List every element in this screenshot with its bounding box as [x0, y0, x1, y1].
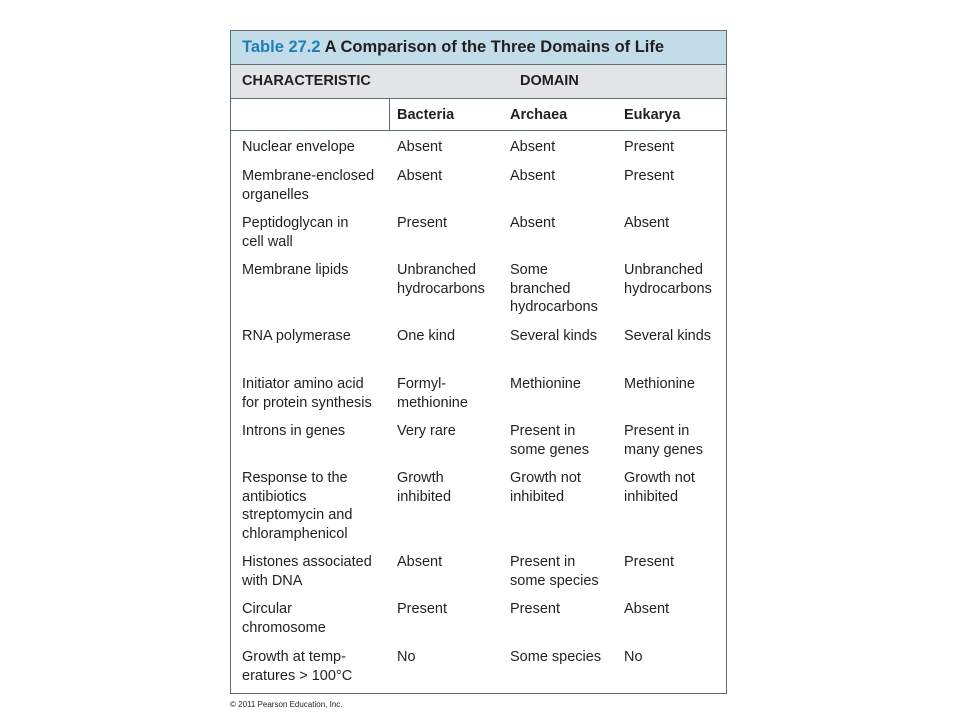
cell-line: Present in — [510, 554, 576, 570]
cell-line: hydrocarbons — [624, 280, 712, 297]
cell-characteristic — [242, 327, 351, 346]
cell-eukarya — [624, 648, 643, 667]
cell-line: Absent — [397, 554, 443, 570]
cell-line: Absent — [397, 168, 443, 184]
cell-eukarya — [624, 600, 669, 619]
cell-line: Some species — [510, 649, 602, 665]
domain-eukarya-header: Eukarya — [624, 107, 681, 123]
cell-bacteria — [397, 138, 442, 157]
cell-line: RNA polymerase — [242, 328, 351, 344]
cell-eukarya — [624, 138, 674, 157]
cell-line: Absent — [624, 215, 670, 231]
copyright-notice: © 2011 Pearson Education, Inc. — [230, 700, 343, 709]
cell-line: Unbranched — [624, 262, 703, 278]
cell-line: Membrane lipids — [242, 262, 349, 278]
cell-line: inhibited — [510, 488, 565, 505]
cell-archaea — [510, 138, 555, 157]
cell-line: Nuclear envelope — [242, 139, 355, 155]
cell-line: Very rare — [397, 423, 456, 439]
cell-archaea — [510, 648, 601, 667]
cell-line: Introns in genes — [242, 423, 346, 439]
cell-eukarya — [624, 327, 711, 346]
cell-line: Response to the — [242, 470, 348, 486]
characteristic-header: CHARACTERISTIC — [242, 73, 371, 89]
cell-eukarya — [624, 553, 674, 572]
cell-bacteria — [397, 167, 442, 186]
cell-characteristic — [242, 261, 348, 280]
cell-line: Formyl- — [397, 376, 447, 392]
cell-line: chromosome — [242, 619, 326, 636]
cell-archaea — [510, 553, 599, 590]
cell-archaea — [510, 469, 581, 506]
cell-line: Absent — [624, 601, 670, 617]
cell-line: Unbranched — [397, 262, 476, 278]
cell-archaea — [510, 167, 555, 186]
table-title-bar — [231, 31, 726, 65]
cell-line: Histones associated — [242, 554, 372, 570]
cell-line: Several kinds — [624, 328, 712, 344]
cell-bacteria — [397, 375, 468, 412]
cell-characteristic — [242, 138, 355, 157]
cell-line: Present — [397, 601, 447, 617]
cell-line: Growth not — [510, 470, 581, 486]
cell-line: Peptidoglycan in — [242, 215, 349, 231]
cell-archaea — [510, 422, 589, 459]
cell-line: No — [397, 649, 416, 665]
cell-line: Methionine — [510, 376, 581, 392]
cell-bacteria — [397, 600, 447, 619]
cell-characteristic — [242, 648, 352, 685]
cell-line: Present — [624, 554, 674, 570]
cell-line: Initiator amino acid — [242, 376, 364, 392]
cell-line: Growth at temp- — [242, 649, 346, 665]
cell-line: Growth — [397, 470, 444, 486]
table-title: A Comparison of the Three Domains of Life — [324, 38, 665, 56]
cell-line: streptomycin and — [242, 507, 353, 524]
cell-line: with DNA — [242, 572, 303, 589]
cell-line: branched — [510, 280, 571, 297]
domain-bacteria-header: Bacteria — [397, 107, 455, 123]
cell-line: hydrocarbons — [510, 299, 598, 316]
cell-line: chloramphenicol — [242, 525, 348, 542]
cell-bacteria — [397, 327, 455, 346]
cell-characteristic — [242, 600, 326, 637]
cell-bacteria — [397, 214, 447, 233]
cell-line: many genes — [624, 441, 703, 458]
cell-eukarya — [624, 422, 703, 459]
cell-characteristic — [242, 469, 352, 543]
cell-line: organelles — [242, 186, 309, 203]
cell-line: eratures > 100°C — [242, 667, 353, 684]
cell-line: Absent — [397, 139, 443, 155]
domain-subheader-row — [231, 99, 726, 131]
cell-line: Membrane-enclosed — [242, 168, 375, 184]
cell-line: Present in — [624, 423, 690, 439]
cell-archaea — [510, 214, 555, 233]
cell-line: Absent — [510, 168, 556, 184]
cell-line: Methionine — [624, 376, 695, 392]
cell-line: Present — [624, 168, 674, 184]
column-header-bar — [231, 65, 726, 99]
cell-bacteria — [397, 469, 451, 506]
cell-archaea — [510, 600, 560, 619]
cell-bacteria — [397, 261, 485, 298]
cell-line: Several kinds — [510, 328, 598, 344]
table-number: Table 27.2 — [242, 38, 321, 56]
cell-line: some genes — [510, 441, 589, 458]
domain-header: DOMAIN — [520, 73, 579, 89]
cell-line: inhibited — [397, 488, 452, 505]
cell-eukarya — [624, 214, 669, 233]
cell-eukarya — [624, 167, 674, 186]
cell-line: Absent — [510, 215, 556, 231]
cell-line: Growth not — [624, 470, 695, 486]
cell-bacteria — [397, 422, 456, 441]
cell-archaea — [510, 261, 598, 317]
cell-line: Present — [510, 601, 560, 617]
cell-line: Absent — [510, 139, 556, 155]
cell-line: No — [624, 649, 643, 665]
cell-line: inhibited — [624, 488, 679, 505]
cell-characteristic — [242, 375, 372, 412]
cell-line: hydrocarbons — [397, 280, 485, 297]
cell-eukarya — [624, 375, 695, 394]
cell-line: Present — [624, 139, 674, 155]
cell-bacteria — [397, 648, 416, 667]
cell-characteristic — [242, 167, 374, 204]
cell-bacteria — [397, 553, 442, 572]
domain-archaea-header: Archaea — [510, 107, 568, 123]
cell-characteristic — [242, 422, 345, 441]
cell-line: Circular — [242, 601, 292, 617]
cell-archaea — [510, 375, 581, 394]
cell-characteristic — [242, 214, 348, 251]
cell-line: antibiotics — [242, 488, 307, 505]
column-divider — [389, 99, 390, 131]
cell-line: One kind — [397, 328, 456, 344]
cell-archaea — [510, 327, 597, 346]
cell-line: Present in — [510, 423, 576, 439]
comparison-table — [230, 30, 727, 694]
cell-eukarya — [624, 261, 712, 298]
cell-line: Some — [510, 262, 548, 278]
cell-eukarya — [624, 469, 695, 506]
cell-line: for protein synthesis — [242, 394, 372, 411]
cell-line: Present — [397, 215, 447, 231]
cell-line: some species — [510, 572, 599, 589]
cell-characteristic — [242, 553, 372, 590]
cell-line: methionine — [397, 394, 468, 411]
cell-line: cell wall — [242, 233, 293, 250]
